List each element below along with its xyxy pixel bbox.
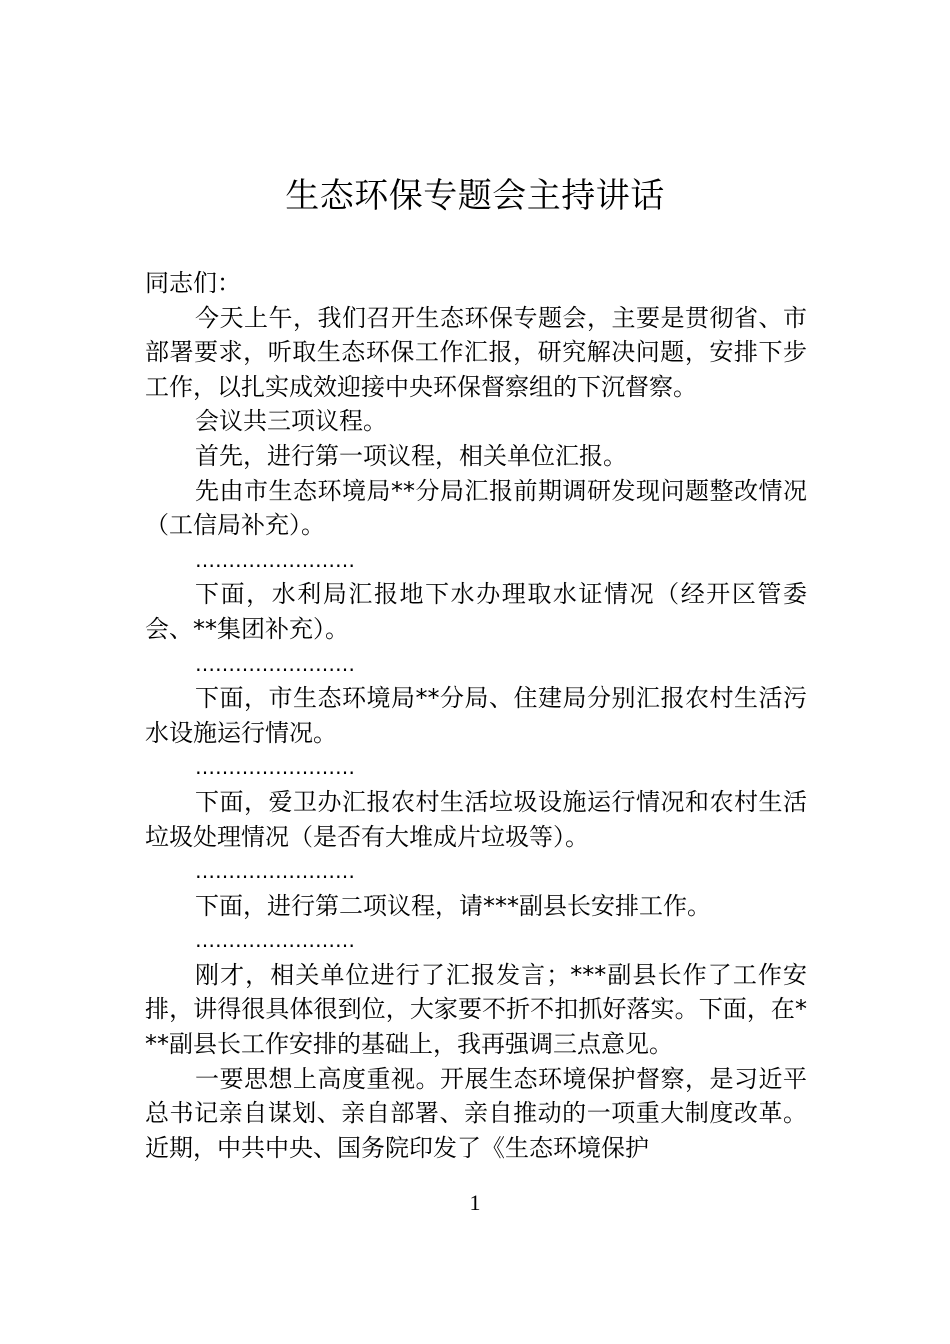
document-title: 生态环保专题会主持讲话 bbox=[285, 176, 665, 216]
paragraph: 下面，爱卫办汇报农村生活垃圾设施运行情况和农村生活垃圾处理情况（是否有大堆成片垃圾等）。 bbox=[145, 787, 807, 851]
page-number: 1 bbox=[469, 1190, 481, 1215]
document-body bbox=[145, 266, 807, 1165]
paragraph: 首先，进行第一项议程，相关单位汇报。 bbox=[195, 441, 627, 470]
ellipsis-placeholder: …………………… bbox=[195, 755, 355, 780]
paragraph: 今天上午，我们召开生态环保专题会，主要是贯彻省、市部署要求，听取生态环保工作汇报，研究解决问题，安排下步工作，以扎实成效迎接中央环保督察组的下沉督察。 bbox=[145, 303, 807, 401]
paragraph: 先由市生态环境局**分局汇报前期调研发现问题整改情况（工信局补充）。 bbox=[145, 476, 807, 540]
ellipsis-placeholder: …………………… bbox=[195, 651, 355, 676]
paragraph: 刚才，相关单位进行了汇报发言；***副县长作了工作安排，讲得很具体很到位，大家要不折不扣抓好落实。下面，在***副县长工作安排的基础上，我再强调三点意见。 bbox=[145, 960, 807, 1059]
ellipsis-placeholder: …………………… bbox=[195, 859, 355, 884]
paragraph: 下面，水利局汇报地下水办理取水证情况（经开区管委会、**集团补充）。 bbox=[145, 580, 807, 643]
paragraph: 下面，进行第二项议程，请***副县长安排工作。 bbox=[195, 891, 711, 920]
ellipsis-placeholder: …………………… bbox=[195, 928, 355, 953]
salutation: 同志们： bbox=[145, 269, 241, 297]
paragraph: 一要思想上高度重视。开展生态环境保护督察，是习近平总书记亲自谋划、亲自部署、亲自推动的一项重大制度改革。近期，中共中央、国务院印发了《生态环境保护 bbox=[145, 1064, 807, 1162]
ellipsis-placeholder: …………………… bbox=[195, 547, 355, 572]
paragraph: 会议共三项议程。 bbox=[195, 407, 387, 436]
paragraph: 下面，市生态环境局**分局、住建局分别汇报农村生活污水设施运行情况。 bbox=[145, 684, 807, 747]
